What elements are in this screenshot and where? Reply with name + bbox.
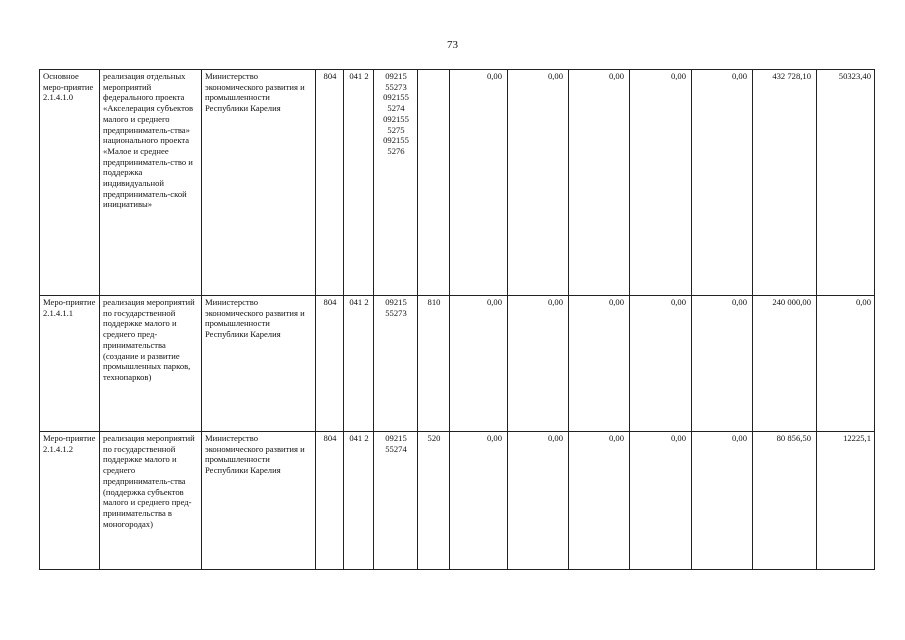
- event-name-cell: реализация мероприятий по государственной поддержке малого и среднего предприниматель-ства (поддержка субъектов малого и среднего пред-принимательства в моногородах): [100, 432, 202, 570]
- amount-cell: 0,00: [630, 432, 692, 570]
- page-number: 73: [447, 39, 458, 51]
- csr-cell: [374, 296, 418, 432]
- amount-cell: 0,00: [508, 432, 569, 570]
- amount-cell: 80 856,50: [753, 432, 817, 570]
- amount-cell: 0,00: [569, 296, 630, 432]
- amount-cell: 0,00: [817, 296, 875, 432]
- amount-cell: 0,00: [630, 296, 692, 432]
- csr-code: 092155 5274: [383, 92, 409, 114]
- amount-cell: 0,00: [450, 70, 508, 296]
- amount-cell: 432 728,10: [753, 70, 817, 296]
- rzpr-cell: 041 2: [344, 432, 374, 570]
- csr-cell: [374, 70, 418, 296]
- grbs-cell: 804: [316, 70, 344, 296]
- amount-cell: 0,00: [450, 432, 508, 570]
- amount-cell: 0,00: [508, 296, 569, 432]
- csr-code: 09215 55273: [385, 297, 407, 318]
- amount-cell: 0,00: [630, 70, 692, 296]
- amount-cell: 0,00: [508, 70, 569, 296]
- vr-cell: 520: [418, 432, 450, 570]
- amount-cell: 50323,40: [817, 70, 875, 296]
- csr-code: 09215 55273: [385, 71, 407, 92]
- executor-cell: Министерство экономического развития и промышленности Республики Карелия: [202, 296, 316, 432]
- amount-cell: 0,00: [692, 296, 753, 432]
- amount-cell: 12225,1: [817, 432, 875, 570]
- vr-cell: [418, 70, 450, 296]
- status-cell: Меро-приятие 2.1.4.1.1: [40, 296, 100, 432]
- amount-cell: 0,00: [569, 70, 630, 296]
- rzpr-cell: 041 2: [344, 296, 374, 432]
- event-name-cell: реализация мероприятий по государственной поддержке малого и среднего пред-принимательства (создание и развитие промышленных парков, технопарков): [100, 296, 202, 432]
- grbs-cell: 804: [316, 432, 344, 570]
- amount-cell: 0,00: [450, 296, 508, 432]
- amount-cell: 0,00: [692, 432, 753, 570]
- amount-cell: 0,00: [569, 432, 630, 570]
- table-row: [40, 432, 875, 570]
- csr-code: 09215 55274: [385, 433, 407, 454]
- table-row: [40, 296, 875, 432]
- csr-cell: [374, 432, 418, 570]
- executor-cell: Министерство экономического развития и промышленности Республики Карелия: [202, 70, 316, 296]
- status-cell: Меро-приятие 2.1.4.1.2: [40, 432, 100, 570]
- csr-code: 092155 5275: [383, 113, 409, 135]
- budget-table: [39, 69, 875, 570]
- amount-cell: 0,00: [692, 70, 753, 296]
- csr-code: 092155 5276: [383, 135, 409, 156]
- executor-cell: Министерство экономического развития и промышленности Республики Карелия: [202, 432, 316, 570]
- event-name-cell: реализация отдельных мероприятий федерального проекта «Акселерация субъектов малого и среднего предприниматель-ства» национального проекта «Малое и среднее предприниматель-ство и поддержка индивидуальной предприниматель-ской инициативы»: [100, 70, 202, 296]
- amount-cell: 240 000,00: [753, 296, 817, 432]
- rzpr-cell: 041 2: [344, 70, 374, 296]
- grbs-cell: 804: [316, 296, 344, 432]
- table-row: [40, 70, 875, 296]
- vr-cell: 810: [418, 296, 450, 432]
- status-cell: Основное меро-приятие 2.1.4.1.0: [40, 70, 100, 296]
